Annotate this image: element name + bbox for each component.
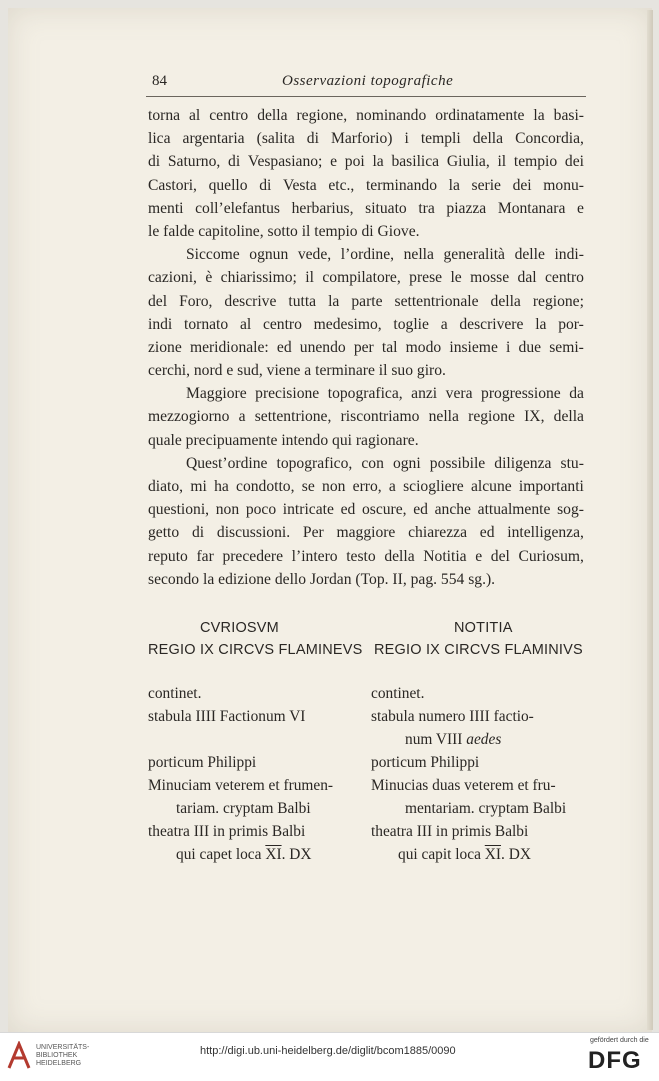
text-line: Maggiore precisione topografica, anzi vera progressione da — [186, 385, 584, 403]
text-line: quale precipuamente intendo qui ragionare. — [148, 431, 419, 449]
text-line: getto di discussioni. Per maggiore chiarezza ed intelligenza, — [148, 524, 584, 542]
notitia-region-heading: REGIO IX CIRCVS FLAMINIVS — [374, 642, 583, 658]
text-line: secondo la edizione dello Jordan (Top. II, pag. 554 sg.). — [148, 570, 496, 588]
notitia-line: theatra III in primis Balbi — [371, 823, 529, 840]
viewer-footer — [0, 1032, 659, 1081]
library-name: UNIVERSITÄTS- BIBLIOTHEK HEIDELBERG — [36, 1044, 90, 1067]
notitia-line: stabula numero IIII factio- — [371, 708, 534, 725]
text-line: Quest’ordine topografico, con ogni possibile diligenza stu- — [186, 454, 584, 472]
text-line: cerchi, nord e sud, viene a terminare il suo giro. — [148, 362, 446, 380]
text-line: del Foro, descrive tutta la parte settentrionale della regione; — [148, 292, 584, 310]
page-header — [148, 73, 584, 93]
curiosum-line: continet. — [148, 685, 202, 702]
notitia-line: continet. — [371, 685, 425, 702]
curiosum-region-heading: REGIO IX CIRCVS FLAMINEVS — [148, 642, 363, 658]
header-rule — [146, 96, 586, 97]
sponsor-label: gefördert durch die — [590, 1037, 649, 1044]
curiosum-line: Minuciam veterem et frumen- — [148, 777, 334, 794]
body-text — [148, 104, 584, 591]
page-url-link[interactable]: http://digi.ub.uni-heidelberg.de/diglit/bcom1885/0090 — [200, 1045, 456, 1057]
curiosum-heading: CVRIOSVM — [200, 620, 279, 636]
curiosum-line: tariam. cryptam Balbi — [176, 800, 311, 817]
text-line: Castori, quello di Vesta etc., terminando la serie dei monu- — [148, 176, 584, 194]
dfg-logo: DFG — [588, 1047, 642, 1074]
overlined-numeral: $\overline{XI}$ — [265, 846, 282, 863]
notitia-line: mentariam. cryptam Balbi — [405, 800, 567, 817]
notitia-capacity-line: qui capit loca $\overline{XI}$. DX — [398, 846, 531, 863]
university-library-logo-icon — [6, 1041, 32, 1071]
text-line: indi tornato al centro medesimo, toglie a descrivere la por- — [148, 315, 584, 333]
text-line: reputo far precedere l’intero testo della Notitia e del Curiosum, — [148, 547, 584, 565]
page-edge — [647, 10, 653, 1030]
text-line: Siccome ognun vede, l’ordine, nella generalità delle indi- — [186, 246, 584, 264]
curiosum-line: stabula IIII Factionum VI — [148, 708, 306, 725]
text-line: le falde capitoline, sotto il tempio di Giove. — [148, 222, 420, 240]
text-line: torna al centro della regione, nominando ordinatamente la basi- — [148, 107, 584, 124]
text-line: mezzogiorno a settentrione, riscontriamo nella regione IX, della — [148, 408, 584, 426]
notitia-line: Minucias duas veterem et fru- — [371, 777, 556, 794]
text-line: diato, mi ha condotto, se non erro, a sciogliere alcune importanti — [148, 478, 584, 495]
page-number: 84 — [152, 73, 167, 89]
text-line: menti coll’elefantus herbarius, situato tra piazza Montanara e — [148, 199, 584, 217]
notitia-heading: NOTITIA — [454, 620, 513, 636]
text-line: di Saturno, di Vespasiano; e poi la basilica Giulia, il tempio dei — [148, 153, 584, 171]
text-line: zione meridionale: ed unendo per tal modo insieme i due semi- — [148, 338, 584, 356]
curiosum-line: theatra III in primis Balbi — [148, 823, 306, 840]
curiosum-line: porticum Philippi — [148, 754, 257, 771]
text-line: lica argentaria (salita di Marforio) i templi della Concordia, — [148, 130, 584, 148]
notitia-line: porticum Philippi — [371, 754, 480, 771]
text-line: cazioni, è chiarissimo; il compilatore, prese le mosse dal centro — [148, 269, 584, 287]
text-line: questioni, non poco intricate ed oscure, ed anche attualmente sog- — [148, 501, 584, 519]
overlined-numeral: $\overline{XI}$ — [484, 846, 502, 863]
running-head: Osservazioni topografiche — [282, 73, 454, 89]
curiosum-capacity-line: qui capet loca $\overline{XI}$. DX — [176, 846, 312, 863]
notitia-line: num VIII aedes — [405, 731, 502, 748]
